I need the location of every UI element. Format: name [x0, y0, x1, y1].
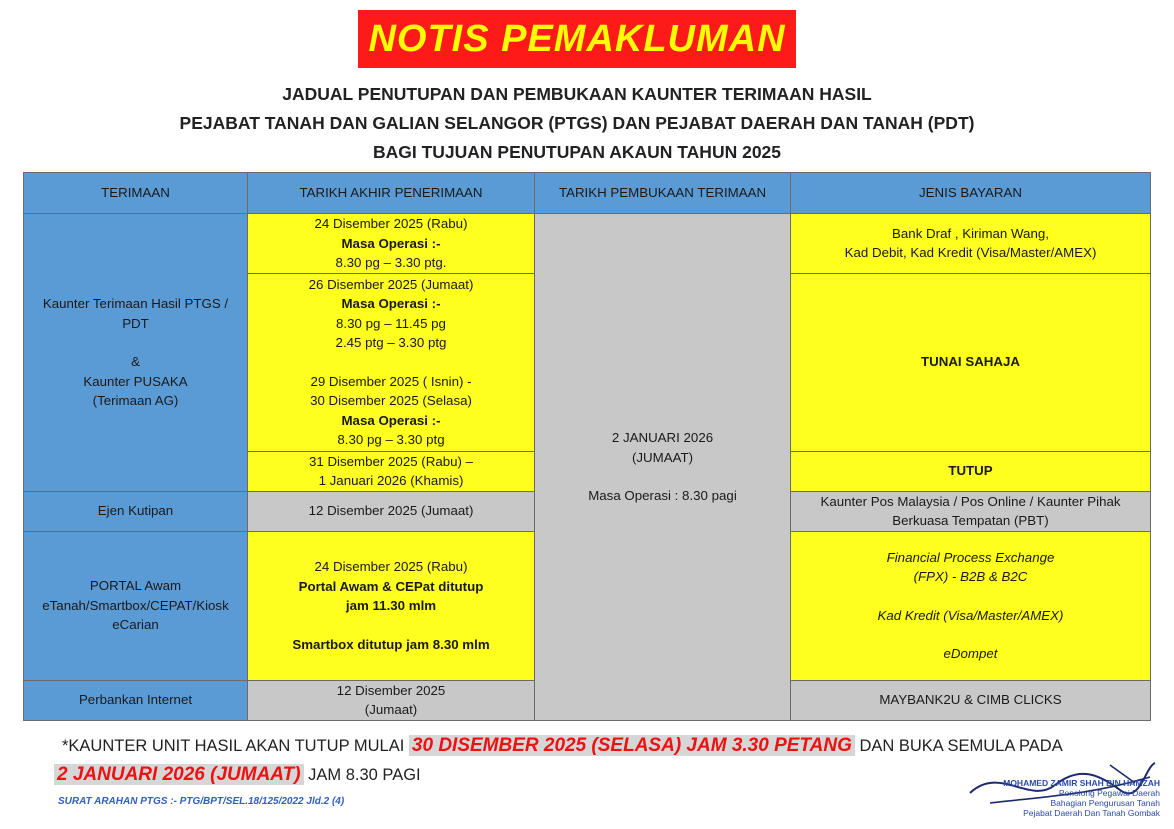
- footer-note-line1: [62, 735, 1063, 757]
- internet-date: [248, 680, 535, 720]
- ejen-pay-line2: Berkuasa Tempatan (PBT): [892, 513, 1049, 528]
- pay1-line2: Kad Debit, Kad Kredit (Visa/Master/AMEX): [844, 245, 1097, 261]
- portal-name-line3: eCarian: [112, 617, 159, 633]
- d2-time3: 8.30 pg – 3.30 ptg: [337, 432, 445, 447]
- kaunter-name-cell: [24, 214, 248, 492]
- d3-line1: 31 Disember 2025 (Rabu) –: [308, 453, 474, 469]
- portal-name-line2: eTanah/Smartbox/CEPAT/Kiosk: [42, 597, 229, 613]
- portal-name: [24, 531, 248, 680]
- d1-date: 24 Disember 2025 (Rabu): [314, 216, 468, 231]
- d2-time2: 2.45 ptg – 3.30 ptg: [335, 335, 447, 350]
- portal-pay-line3: Kad Kredit (Visa/Master/AMEX): [877, 607, 1064, 623]
- ejen-pay-line1: Kaunter Pos Malaysia / Pos Online / Kaunter Pihak: [820, 493, 1121, 509]
- kaunter-payment-1: [791, 214, 1151, 274]
- table-header-row: [24, 173, 1151, 214]
- heading-line-1: JADUAL PENUTUPAN DAN PEMBUKAAN KAUNTER TERIMAAN HASIL: [282, 84, 872, 104]
- footer-note-line2: [54, 764, 421, 786]
- internet-date-line1: 12 Disember 2025: [336, 682, 446, 698]
- internet-date-line2: (Jumaat): [364, 702, 418, 717]
- footer-highlight-2: 2 JANUARI 2026 (JUMAAT): [54, 764, 304, 785]
- schedule-table: [23, 172, 1151, 721]
- d2-label2: Masa Operasi :-: [341, 412, 441, 428]
- opening-line3: Masa Operasi : 8.30 pagi: [588, 488, 737, 503]
- portal-pay-line4: eDompet: [943, 646, 998, 661]
- d3-line2: 1 Januari 2026 (Khamis): [318, 473, 464, 488]
- kaunter-date-2: [248, 273, 535, 451]
- kaunter-payment-3: TUTUP: [791, 451, 1151, 491]
- ejen-payment: [791, 491, 1151, 531]
- portal-date: [248, 531, 535, 680]
- portal-payment: [791, 531, 1151, 680]
- header-terimaan: TERIMAAN: [24, 173, 248, 214]
- portal-close-line2: jam 11.30 mlm: [345, 598, 437, 613]
- stamp-name: MOHAMED ZAMIR SHAH BIN HAMZAH: [1003, 778, 1160, 788]
- d2-date2a: 29 Disember 2025 ( Isnin) -: [310, 373, 472, 389]
- d2-date2b: 30 Disember 2025 (Selasa): [310, 393, 472, 408]
- opening-line1: 2 JANUARI 2026: [611, 430, 714, 445]
- footer-suffix: JAM 8.30 PAGI: [308, 766, 421, 784]
- table-row: [24, 214, 1151, 274]
- pay1-line1: Bank Draf , Kiriman Wang,: [892, 225, 1049, 241]
- stamp-line1: Penolong Pegawai Daerah: [1058, 788, 1160, 798]
- kaunter-date-1: [248, 214, 535, 274]
- stamp-line3: Pejabat Daerah Dan Tanah Gombak: [1023, 808, 1160, 818]
- header-tarikh-akhir: TARIKH AKHIR PENERIMAAN: [248, 173, 535, 214]
- stamp-line2: Bahagian Pengurusan Tanah: [1050, 798, 1160, 808]
- kaunter-name-line4: (Terimaan AG): [92, 393, 179, 408]
- heading-line-2: PEJABAT TANAH DAN GALIAN SELANGOR (PTGS) DAN PEJABAT DAERAH DAN TANAH (PDT): [179, 113, 975, 133]
- kaunter-payment-2: TUNAI SAHAJA: [791, 273, 1151, 451]
- header-tarikh-pembukaan: TARIKH PEMBUKAAN TERIMAAN: [535, 173, 791, 214]
- footer-prefix: *KAUNTER UNIT HASIL AKAN TUTUP MULAI: [62, 737, 405, 755]
- footer-highlight-1: 30 DISEMBER 2025 (SELASA) JAM 3.30 PETANG: [409, 735, 855, 756]
- footer-middle: DAN BUKA SEMULA PADA: [859, 737, 1063, 755]
- official-stamp: [1000, 778, 1160, 818]
- kaunter-name-line2: PDT: [122, 315, 149, 331]
- opening-date-cell: [535, 214, 791, 721]
- notice-banner: [358, 10, 796, 68]
- header-jenis-bayaran: JENIS BAYARAN: [791, 173, 1151, 214]
- banner-title: NOTIS PEMAKLUMAN: [368, 17, 786, 60]
- ejen-name: Ejen Kutipan: [24, 491, 248, 531]
- portal-name-line1: PORTAL Awam: [89, 578, 182, 594]
- portal-date-text: 24 Disember 2025 (Rabu): [314, 559, 468, 574]
- d2-date: 26 Disember 2025 (Jumaat): [308, 276, 474, 292]
- ejen-date: 12 Disember 2025 (Jumaat): [248, 491, 535, 531]
- kaunter-name-line1: Kaunter Terimaan Hasil PTGS /: [42, 296, 229, 311]
- heading-line-3: BAGI TUJUAN PENUTUPAN AKAUN TAHUN 2025: [372, 142, 782, 162]
- internet-name: Perbankan Internet: [24, 680, 248, 720]
- portal-smartbox: Smartbox ditutup jam 8.30 mlm: [292, 636, 490, 652]
- d1-label: Masa Operasi :-: [341, 235, 441, 251]
- portal-pay-line2: (FPX) - B2B & B2C: [913, 569, 1028, 584]
- reference-letter: SURAT ARAHAN PTGS :- PTG/BPT/SEL.18/125/2022 Jld.2 (4): [58, 796, 345, 807]
- kaunter-name-line3: Kaunter PUSAKA: [83, 373, 188, 389]
- d1-time: 8.30 pg – 3.30 ptg.: [335, 255, 447, 270]
- portal-close-line1: Portal Awam & CEPat ditutup: [298, 578, 484, 594]
- opening-line2: (JUMAAT): [631, 449, 694, 465]
- kaunter-amp: &: [131, 354, 140, 369]
- d2-label: Masa Operasi :-: [341, 296, 441, 311]
- d2-time1: 8.30 pg – 11.45 pg: [336, 315, 446, 331]
- internet-payment: MAYBANK2U & CIMB CLICKS: [791, 680, 1151, 720]
- portal-pay-line1: Financial Process Exchange: [886, 549, 1055, 565]
- kaunter-date-3: [248, 451, 535, 491]
